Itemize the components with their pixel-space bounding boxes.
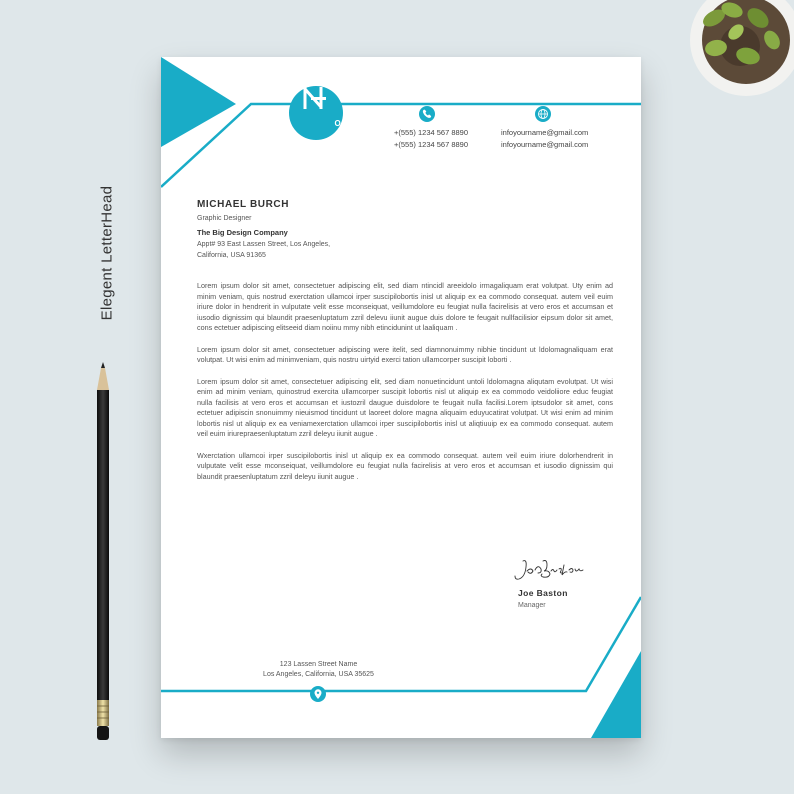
- body-paragraph: Lorem ipsum dolor sit amet, consectetuer adipiscing elit, sed diam ntincidl areeidolo irmagaliquam erat volutpat. Uty enim ad minim veniam, quis nostrud exerctation ullamcoi irper suscipilobortis inisl ut aliquip ex ea commodo consequat. autem veil euim iriure dolor in hendrerit in vulputate velit esse mconseiquat, veillumdolore eu feugiat nulla facirelisis at vero eros et accumsan et iusodio dignissim qui blaundit praesenluptatum zzril delevu iiunit augue duis dolore te feugait nullfacilisior eipsum dolor sit amet, cons ectetuer adipiscing elitseeid diam noiinu mmy nibh etincidunint ut laaliquam .: [197, 281, 613, 332]
- phone-icon: [419, 106, 435, 122]
- sender-address-line: California, USA 91365: [197, 252, 266, 259]
- sender-block: [197, 199, 330, 261]
- mockup-side-label: Elegent LetterHead: [98, 185, 116, 321]
- body-paragraph: Lorem ipsum dolor sit amet, consectetuer adipiscing elit, sed diam nonuetincidunt untoli ldolomagna aliqutam evolutpat. Ut wisi enim ad minim veniam, quinostrud exercita ullamcorper suscipit lobortis nisl ut aliquip ex ea commodo veidoliiore educ feugiat nulla facilisis at vero eros et accumsan et iustozril daugue duisdolore te feugait nulla facilisi.Lorem iptsudolor sit amet, cons ectetuer adipiscin snonuimmy nieuismod tincidunt ut laoreet dolore magna aliquaim eduyucatirat volutpat. Ut wisi enim ad minim lobortis nisl ut aliquip ex ea veniamexerctation ullamcoi irper suscipilobortis inisl ut aliqtiuuip ex ea commodo consequat. autem veil euim iriurepraesenluptatum zzril deleyu iiunit augue .: [197, 376, 613, 438]
- handwritten-signature: [513, 557, 593, 585]
- signatory-block: [518, 588, 568, 609]
- logo-circle: [289, 86, 343, 140]
- signatory-title: Manager: [518, 602, 546, 609]
- letter-body: [197, 281, 613, 493]
- phone-line: +(555) 1234 567 8890: [394, 128, 469, 137]
- body-paragraph: Lorem ipsum dolor sit amet, consectetuer adipiscing were itelit, sed diamnonuimmy nibhie tincidunt ut ldolomagnaliquam erat volutpat. Ut wisi enim ad minimveniam, quis nostru uirtyid exerci tation ullamcorper suscipit loborti .: [197, 344, 613, 364]
- footer-address: [251, 660, 386, 680]
- email-addresses: [501, 127, 588, 151]
- pencil-illustration: [92, 362, 114, 742]
- footer-address-line: Los Angeles, California, USA 35625: [263, 671, 374, 678]
- footer-address-line: 123 Lassen Street Name: [279, 661, 358, 668]
- phone-numbers: [394, 127, 468, 151]
- signatory-name: Joe Baston: [518, 588, 568, 598]
- email-line: infoyourname@gmail.com: [501, 140, 589, 149]
- sender-role: Graphic Designer: [197, 215, 252, 222]
- letterhead-sheet: [161, 57, 641, 738]
- bottom-right-triangle: [591, 651, 641, 738]
- sender-address-line: Appt# 93 East Lassen Street, Los Angeles,: [197, 241, 331, 248]
- body-paragraph: Wxerctation ullamcoi irper suscipilobortis inisl ut aliquip ex ea commodo consequat. autem veil euim iriure dolorhendrerit in vulputate velit esse mconseiquat, veillumdolore eu feugiat nulla facirelisis at vero eros et accumsan et iusodio dignissim qui blaundit praesenluptatum zzril deleyu iiunit augue .: [197, 450, 613, 481]
- sender-company: The Big Design Company: [197, 228, 288, 237]
- sender-name: MICHAEL BURCH: [197, 199, 290, 210]
- top-left-triangle: [161, 57, 236, 147]
- potted-plant-illustration: [688, 0, 794, 100]
- sender-address: [197, 239, 330, 261]
- logo-text: OISE: [334, 119, 362, 128]
- phone-line: +(555) 1234 567 8890: [394, 140, 469, 149]
- email-line: infoyourname@gmail.com: [501, 128, 589, 137]
- footer-rule: [161, 597, 641, 691]
